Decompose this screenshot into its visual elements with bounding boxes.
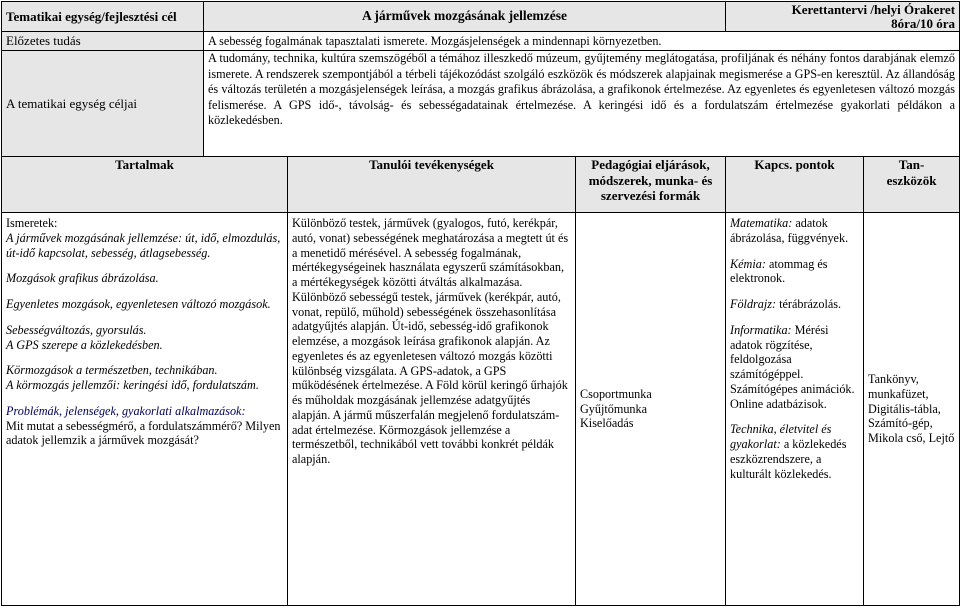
link-math-label: Matematika: [730, 216, 793, 230]
methods-cell [576, 213, 726, 606]
content-cell [2, 213, 288, 606]
ismeretek-label: Ismeretek: [6, 216, 58, 230]
link-math [730, 216, 859, 246]
goals-row [2, 51, 960, 157]
hours-line-1: Kerettantervi /helyi Órakeret [791, 1, 956, 17]
prereq-text: A sebesség fogalmának tapasztalati ismerete. Mozgásjelenségek a mindennapi környezetben. [204, 32, 960, 51]
col-links: Kapcs. pontok [726, 157, 864, 213]
unit-title: A járművek mozgásának jellemzése [204, 2, 726, 32]
link-tech-text: a közlekedés eszközrendszere, a kulturált közlekedés. [730, 437, 847, 481]
content-item-4b: A GPS szerepe a közlekedésben. [6, 337, 163, 352]
hours-line-2: 8óra/10 óra [891, 15, 956, 31]
prereq-row [2, 32, 960, 51]
goals-label: A tematikai egység céljai [2, 51, 204, 157]
col-activities: Tanulói tevékenységek [288, 157, 576, 213]
curriculum-table [1, 1, 960, 606]
content-item-1: A járművek mozgásának jellemzése: út, idő, elmozdulás, út-idő kapcsolat, sebesség, átlagsebesség. [6, 230, 281, 260]
activities-cell: Különböző testek, járművek (gyalogos, futó, kerékpár, autó, vonat) sebességének meghatározása a megtett út és a menetidő mérésével. A sebesség fogalmának, mértékegységeinek használata egyszerű számításokban, a mértékegységek közötti átváltás alkalmazása. Különböző sebességű testek, járművek (kerékpár, autó, vonat, repülő, műhold) sebességének összehasonlítása adatgyűjtés alapján. Út-idő, sebesség-idő grafikonok elemzése, a mozgások leírása grafikonok alapján. Az egyenletes és az egyenletesen változó mozgás közötti különbség vizsgálata. A GPS-adatok, a GPS működésének értelmezése. A Föld körül keringő űrhajók és műholdak mozgásának jellemzése adatgyűjtés alapján. A jármű műszerfalán megjelenő fordulatszám-adat értelmezése. Körmozgások jellemzése a természetből, technikából vett további konkrét példák alapján. [288, 213, 576, 606]
body-row [2, 213, 960, 606]
problems-text: Mit mutat a sebességmérő, a fordulatszámmérő? Milyen adatok jellemzik a járművek mozgását? [6, 418, 281, 448]
column-header-row [2, 157, 960, 213]
content-item-5a: Körmozgások a természetben, technikában. [6, 363, 218, 378]
content-item-3: Egyenletes mozgások, egyenletesen változó mozgások. [6, 297, 271, 312]
link-it-text: Mérési adatok rögzítése, feldolgozása számítógéppel. Számítógépes animációk. Online adatbázisok. [730, 322, 855, 411]
tools-cell: Tankönyv, munkafüzet, Digitális-tábla, Számító-gép, Mikola cső, Lejtő [864, 213, 960, 606]
link-geo-text: térábrázolás. [779, 297, 842, 312]
link-math-text: adatok ábrázolása, függvények. [730, 216, 849, 245]
link-chem-text: atommag és elektronok. [730, 256, 828, 286]
link-tech [730, 422, 859, 481]
link-it-label: Informatika: [730, 322, 792, 337]
method-3: Kiselőadás [580, 416, 634, 431]
content-item-5b: A körmozgás jellemzői: keringési idő, fordulatszám. [6, 378, 259, 393]
links-cell [726, 213, 864, 606]
link-chem-label: Kémia: [730, 256, 766, 271]
goals-text: A tudomány, technika, kultúra szemszögéből a témához illeszkedő múzeum, gyűjtemény meglátogatása, profiljának és néhány fontos darabjának elemző ismerete. A rendszerek szempontjából a térbeli tájékozódást szolgáló eszközök és módszerek alapjainak megismerése a GPS-en keresztül. Az állandóság és változás területén a mozgásjelenségek leírása, a mozgás grafikus ábrázolása, a grafikonok értelmezése. Az egyenletes és egyenletesen változó mozgás felismerése. A GPS idő-, távolság- és sebességadatainak értelmezése. A keringési idő és a fordulatszám értelmezése gyakorlati példákon a közlekedésben. [204, 51, 960, 157]
col-content: Tartalmak [2, 157, 288, 213]
method-1: Csoportmunka [580, 387, 652, 402]
method-2: Gyűjtőmunka [580, 401, 648, 416]
link-chem [730, 257, 859, 287]
unit-header-row [2, 2, 960, 32]
content-item-4a: Sebességváltozás, gyorsulás. [6, 322, 147, 337]
unit-label: Tematikai egység/fejlesztési cél [2, 2, 204, 32]
content-item-2: Mozgások grafikus ábrázolása. [6, 271, 159, 286]
link-geo-label: Földrajz: [730, 297, 777, 312]
link-tech-label: Technika, életvitel és gyakorlat: [730, 422, 832, 452]
col-methods: Pedagógiai eljárások, módszerek, munka- és szervezési formák [576, 157, 726, 213]
link-geo [730, 297, 859, 312]
link-it [730, 323, 859, 412]
prereq-label: Előzetes tudás [2, 32, 204, 51]
problems-label: Problémák, jelenségek, gyakorlati alkalmazások: [6, 403, 246, 418]
hours-cell [726, 2, 960, 32]
col-tools: Tan-eszközök [864, 157, 960, 213]
